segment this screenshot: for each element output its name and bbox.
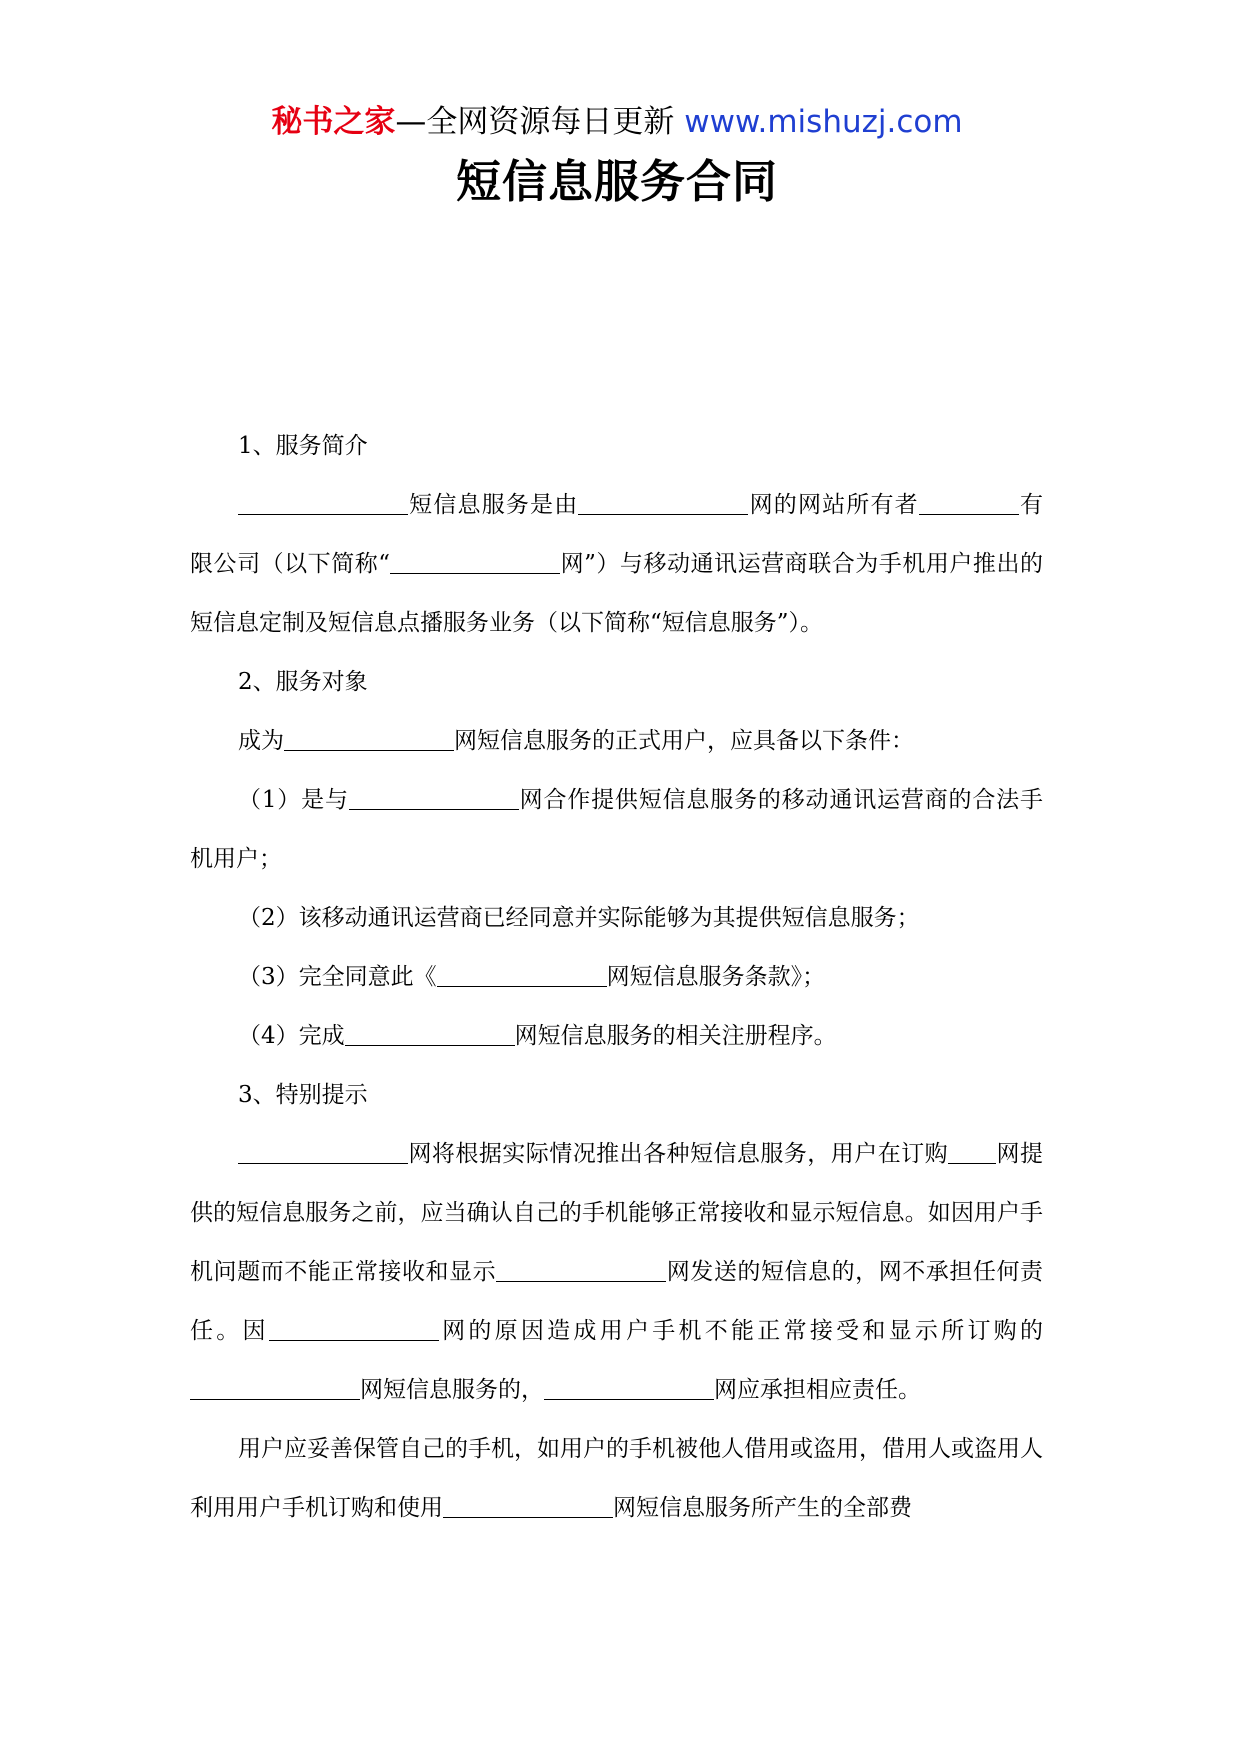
fill-blank[interactable] xyxy=(345,1019,515,1046)
condition-2: （2）该移动通讯运营商已经同意并实际能够为其提供短信息服务； xyxy=(238,905,920,931)
section-3-paragraph-1 xyxy=(190,1125,1043,1420)
fill-blank[interactable] xyxy=(578,488,748,515)
text-run: 网短信息服务的， xyxy=(360,1377,544,1403)
text-run: 网应承担相应责任。 xyxy=(714,1377,921,1403)
fill-blank[interactable] xyxy=(919,488,1019,515)
text-run: （3）完全同意此《 xyxy=(238,964,437,990)
document-title: 短信息服务合同 xyxy=(455,155,778,208)
fill-blank[interactable] xyxy=(544,1373,714,1400)
text-run: 网合作提供短信息服务的移动通讯运营商的合法手机用户； xyxy=(190,787,1043,872)
text-run: 短信息服务是由 xyxy=(408,492,579,518)
site-url[interactable]: www.mishuzj.com xyxy=(684,104,963,140)
text-run: 有限公司（以下简称“ xyxy=(190,492,1044,577)
condition-3 xyxy=(190,948,1043,1007)
section-1-heading: 1、服务简介 xyxy=(238,433,368,459)
section-3-heading: 3、特别提示 xyxy=(238,1082,368,1108)
fill-blank[interactable] xyxy=(437,960,607,987)
section-2-heading: 2、服务对象 xyxy=(238,669,368,695)
section-2-intro xyxy=(190,712,1043,771)
text-run: 成为 xyxy=(238,728,284,754)
text-run: 网短信息服务的正式用户，应具备以下条件： xyxy=(454,728,914,754)
text-run: 用户应妥善保管自己的手机，如用户的手机被他人借用或盗用，借用人或盗用人利用用户手机订购和使用 xyxy=(190,1436,1043,1521)
document-body xyxy=(190,417,1043,1538)
site-brand: 秘书之家 xyxy=(271,104,396,140)
fill-blank[interactable] xyxy=(284,724,454,751)
fill-blank[interactable] xyxy=(238,1137,408,1164)
section-3-paragraph-2 xyxy=(190,1420,1043,1538)
section-1-paragraph xyxy=(190,476,1043,653)
text-run: （4）完成 xyxy=(238,1023,345,1049)
text-run: 网提供的短信息服务之前，应当确认自己的手机能够正常接收和显示短信息。如因用户手机问题而不能正常接收和显示 xyxy=(190,1141,1044,1285)
text-run: （1）是与 xyxy=(238,787,349,813)
text-run: 网短信息服务所产生的全部费 xyxy=(613,1495,912,1521)
text-run: 网的网站所有者 xyxy=(748,492,919,518)
condition-4 xyxy=(190,1007,1043,1066)
site-header xyxy=(0,100,1234,144)
fill-blank[interactable] xyxy=(390,547,560,574)
fill-blank[interactable] xyxy=(269,1314,439,1341)
fill-blank[interactable] xyxy=(496,1255,666,1282)
fill-blank[interactable] xyxy=(443,1491,613,1518)
fill-blank[interactable] xyxy=(948,1137,996,1164)
fill-blank[interactable] xyxy=(349,783,519,810)
text-run: 网发送的短信息的，网不承担任何责任。因 xyxy=(190,1259,1044,1344)
text-run: 网短信息服务的相关注册程序。 xyxy=(514,1023,837,1049)
text-run: 网短信息服务条款》； xyxy=(606,964,826,990)
text-run: 网的原因造成用户手机不能正常接受和显示所订购的 xyxy=(438,1318,1044,1344)
text-run: 网将根据实际情况推出各种短信息服务，用户在订购 xyxy=(408,1141,949,1167)
site-slogan: —全网资源每日更新 xyxy=(395,104,685,140)
fill-blank[interactable] xyxy=(190,1373,360,1400)
fill-blank[interactable] xyxy=(238,488,408,515)
condition-1 xyxy=(190,771,1043,889)
text-run: 网”）与移动通讯运营商联合为手机用户推出的短信息定制及短信息点播服务业务（以下简称“短信息服务”）。 xyxy=(190,551,1043,636)
